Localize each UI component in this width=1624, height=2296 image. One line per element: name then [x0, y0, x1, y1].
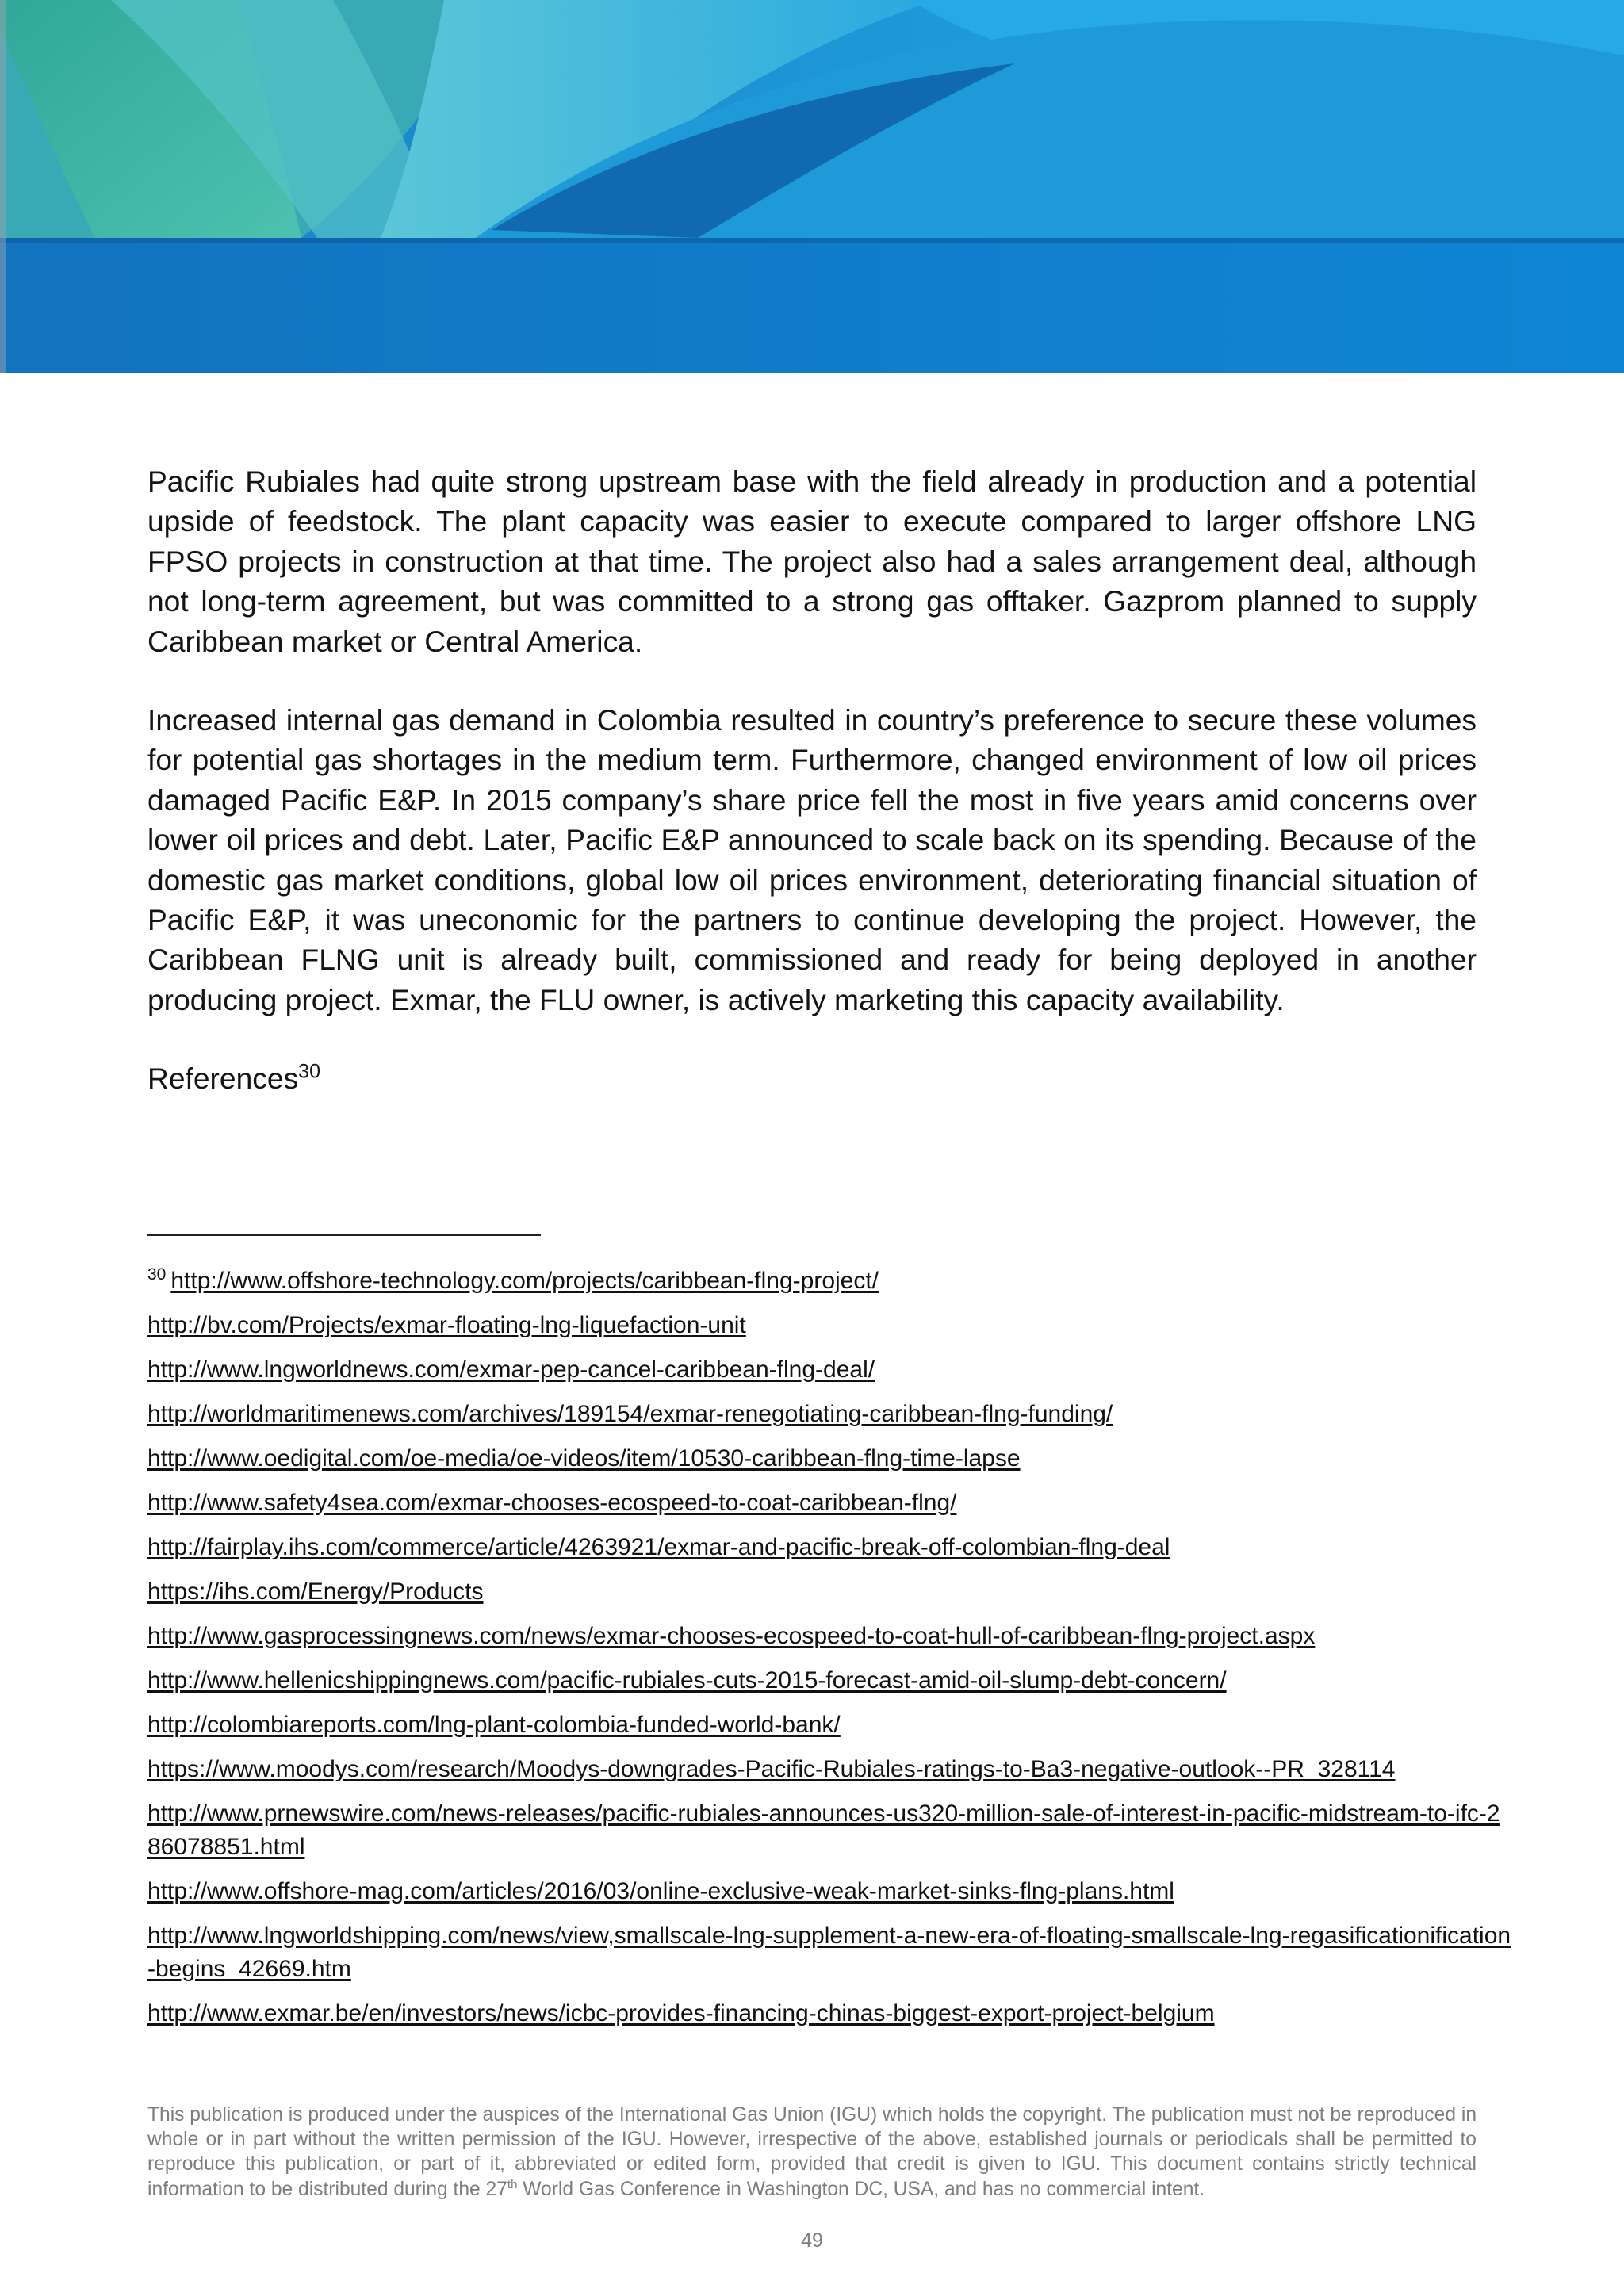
reference-link[interactable]: http://www.gasprocessingnews.com/news/exmar-chooses-ecospeed-to-coat-hull-of-caribbean-flng-project.aspx — [147, 1623, 1316, 1649]
reference-link[interactable]: https://ihs.com/Energy/Products — [147, 1578, 484, 1605]
reference-link[interactable]: http://colombiareports.com/lng-plant-colombia-funded-world-bank/ — [147, 1712, 841, 1738]
body-paragraph-2: Increased internal gas demand in Colombia resulted in country’s preference to secure these volumes for potential gas shortages in the medium term. Furthermore, changed environment of low oil prices damaged Pacific E&P. In 2015 company’s share price fell the most in five years amid concerns over lower oil prices and debt. Later, Pacific E&P announced to scale back on its spending. Because of the domestic gas market conditions, global low oil prices environment, deteriorating financial situation of Pacific E&P, it was uneconomic for the partners to continue developing the project. However, the Caribbean FLNG unit is already built, commissioned and ready for being deployed in another producing project. Exmar, the FLU owner, is actively marketing this capacity availability. — [147, 703, 1477, 1016]
footnote-separator — [147, 1234, 541, 1236]
footnote-item — [147, 1753, 1511, 1786]
reference-link[interactable]: http://www.lngworldnews.com/exmar-pep-cancel-caribbean-flng-deal/ — [147, 1357, 875, 1383]
footnote-item — [147, 1398, 1511, 1431]
reference-link[interactable]: http://fairplay.ihs.com/commerce/article/4263921/exmar-and-pacific-break-off-colombian-flng-deal — [147, 1534, 1170, 1560]
footnote-item — [147, 1575, 1511, 1609]
reference-link[interactable]: https://www.moodys.com/research/Moodys-downgrades-Pacific-Rubiales-ratings-to-Ba3-negative-outlook--PR_328114 — [147, 1756, 1396, 1782]
footnote-item — [147, 1353, 1511, 1387]
reference-link[interactable]: http://www.offshore-mag.com/articles/2016/03/online-exclusive-weak-market-sinks-flng-plans.html — [147, 1878, 1174, 1904]
disclaimer-text-1: This publication is produced under the auspices of the International Gas Union (IGU) which holds the copyright. The publication must not be reproduced in whole or in part without the written permission of the IGU. However, irrespective of the above, established journals or periodicals shall be permitted to reproduce this publication, or part of it, abbreviated or edited form, provided that credit is given to IGU. This document contains strictly technical information to be distributed during the 27 — [147, 2104, 1477, 2200]
reference-link[interactable]: http://www.lngworldshipping.com/news/view,smallscale-lng-supplement-a-new-era-of-floating-smallscale-lng-regasificationification-begins_42669.htm — [147, 1923, 1511, 1982]
footnote-item — [147, 1875, 1511, 1908]
reference-link[interactable]: http://www.offshore-technology.com/projects/caribbean-flng-project/ — [170, 1268, 879, 1294]
page-number: 49 — [801, 2229, 823, 2252]
footnote-item — [147, 1531, 1511, 1564]
reference-link[interactable]: http://www.hellenicshippingnews.com/pacific-rubiales-cuts-2015-forecast-amid-oil-slump-debt-concern/ — [147, 1667, 1227, 1693]
footnote-list — [147, 1265, 1511, 2042]
disclaimer-text-2: World Gas Conference in Washington DC, USA, and has no commercial intent. — [517, 2178, 1205, 2200]
footnote-item — [147, 1797, 1511, 1864]
body-paragraph-1: Pacific Rubiales had quite strong upstream base with the field already in production and a potential upside of feedstock. The plant capacity was easier to execute compared to larger offshore LNG FPSO projects in construction at that time. The project also had a sales arrangement deal, although not long-term agreement, but was committed to a strong gas offtaker. Gazprom planned to supply Caribbean market or Central America. — [147, 465, 1477, 658]
footnote-item — [147, 1265, 1511, 1298]
header-banner-graphic — [0, 0, 1624, 373]
reference-link[interactable]: http://www.prnewswire.com/news-releases/pacific-rubiales-announces-us320-million-sale-of-interest-in-pacific-midstream-to-ifc-286078851.html — [147, 1800, 1500, 1860]
footnote-item — [147, 1709, 1511, 1742]
footnote-item — [147, 1919, 1511, 1986]
references-label: References — [147, 1062, 299, 1096]
footnote-item — [147, 1442, 1511, 1475]
reference-link[interactable]: http://www.oedigital.com/oe-media/oe-videos/item/10530-caribbean-flng-time-lapse — [147, 1445, 1021, 1471]
footnote-item — [147, 1997, 1511, 2030]
footnote-item — [147, 1309, 1511, 1342]
disclaimer-superscript: th — [507, 2177, 518, 2191]
footnote-item — [147, 1620, 1511, 1653]
reference-link[interactable]: http://www.safety4sea.com/exmar-chooses-ecospeed-to-coat-caribbean-flng/ — [147, 1490, 957, 1516]
references-heading — [147, 1058, 1477, 1098]
main-content — [147, 461, 1477, 1099]
reference-link[interactable]: http://worldmaritimenews.com/archives/189154/exmar-renegotiating-caribbean-flng-funding/ — [147, 1401, 1113, 1427]
copyright-disclaimer — [147, 2103, 1477, 2202]
references-footnote-marker[interactable]: 30 — [298, 1060, 320, 1083]
footnote-item — [147, 1487, 1511, 1520]
footnote-marker: 30 — [147, 1265, 167, 1284]
footnote-item — [147, 1664, 1511, 1697]
reference-link[interactable]: http://bv.com/Projects/exmar-floating-lng-liquefaction-unit — [147, 1312, 746, 1338]
header-banner — [0, 0, 1624, 373]
reference-link[interactable]: http://www.exmar.be/en/investors/news/icbc-provides-financing-chinas-biggest-export-project-belgium — [147, 2000, 1215, 2026]
